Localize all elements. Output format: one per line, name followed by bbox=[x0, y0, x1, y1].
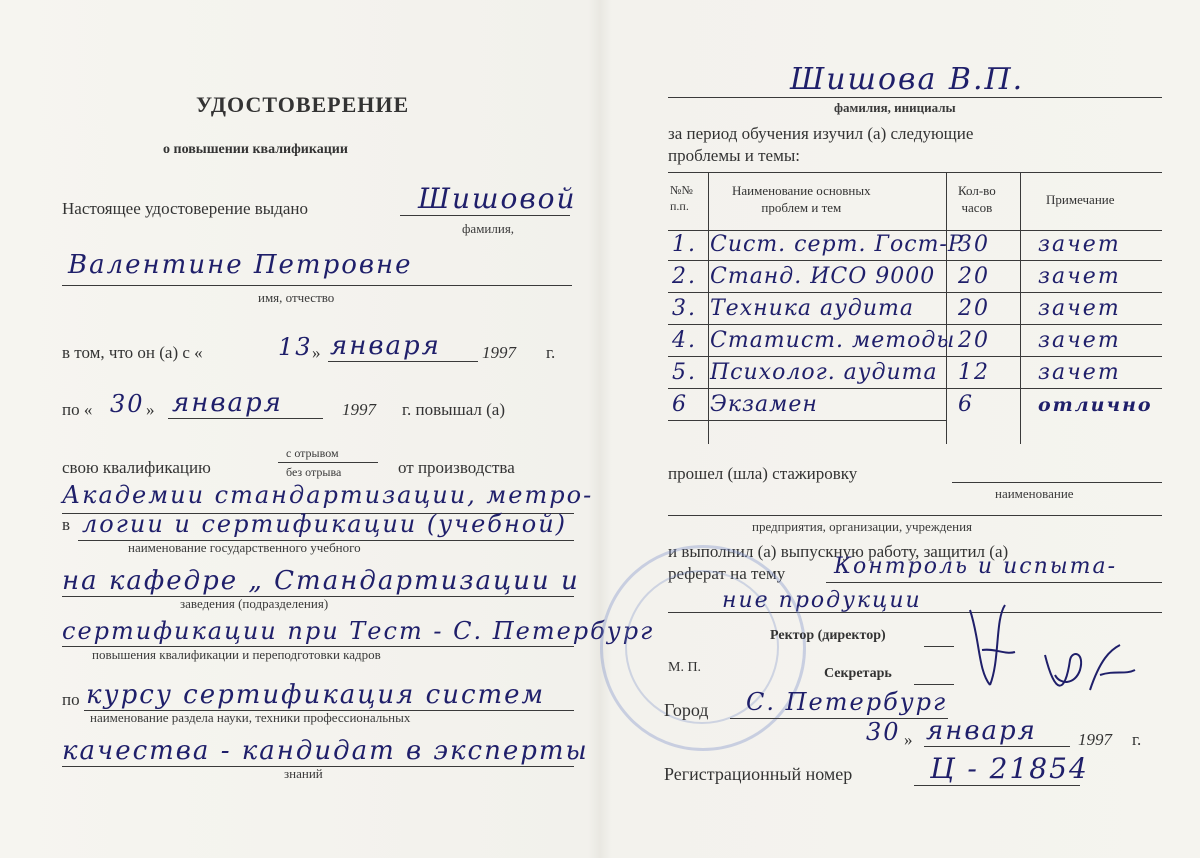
quote-close-2: » bbox=[146, 400, 155, 419]
secretary-line bbox=[914, 684, 954, 685]
registration-line bbox=[914, 785, 1080, 786]
name-line bbox=[62, 285, 572, 286]
from-day-handwritten: 13 bbox=[278, 333, 313, 361]
date-day-handwritten: 30 bbox=[866, 718, 901, 746]
course-prefix: по bbox=[62, 690, 80, 709]
table-row: 5. Психолог. аудита 12 зачет bbox=[668, 360, 1162, 390]
org-caption: предприятия, организации, учреждения bbox=[752, 519, 973, 534]
header-hours: Кол-во часов bbox=[958, 183, 996, 215]
period-line-2: проблемы и темы: bbox=[668, 146, 801, 165]
fraction-bottom: без отрыва bbox=[286, 465, 342, 479]
internship-label: прошел (шла) стажировку bbox=[668, 464, 858, 483]
department-handwritten-2: сертификации при Тест - С. Петербург bbox=[62, 617, 655, 645]
table-row: 2. Станд. ИСО 9000 20 зачет bbox=[668, 264, 1162, 294]
date-quote-close: » bbox=[904, 730, 913, 749]
fraction-bar bbox=[278, 462, 378, 463]
qualification-label: свою квалификацию bbox=[62, 458, 211, 477]
institution-handwritten-1: Академии стандартизации, метро- bbox=[62, 481, 594, 509]
institution-prefix: в bbox=[62, 515, 71, 534]
right-surname-handwritten: Шишова В.П. bbox=[790, 62, 1025, 97]
to-month-handwritten: января bbox=[172, 388, 283, 418]
table-row: 3. Техника аудита 20 зачет bbox=[668, 296, 1162, 326]
raised-label: г. повышал (а) bbox=[402, 400, 505, 419]
internship-caption: наименование bbox=[995, 486, 1074, 501]
name-caption: имя, отчество bbox=[258, 290, 335, 305]
table-row: 4. Статист. методы 20 зачет bbox=[668, 328, 1162, 358]
production-label: от производства bbox=[398, 458, 515, 477]
secretary-signature bbox=[1040, 640, 1140, 700]
name-handwritten: Валентине Петровне bbox=[68, 250, 413, 280]
course-handwritten-2: качества - кандидат в эксперты bbox=[62, 736, 589, 766]
surname-handwritten: Шишовой bbox=[418, 182, 577, 215]
table-row: 6 Экзамен 6 отлично bbox=[668, 392, 1162, 422]
thesis-line-a bbox=[826, 582, 1162, 583]
rector-label: Ректор (директор) bbox=[770, 628, 886, 643]
rector-line bbox=[924, 646, 954, 647]
course-caption-2: знаний bbox=[284, 766, 323, 781]
to-day-handwritten: 30 bbox=[110, 390, 145, 418]
header-name: Наименование основных проблем и тем bbox=[732, 183, 871, 215]
to-month-line bbox=[168, 418, 323, 419]
to-date-label: по « bbox=[62, 400, 93, 419]
surname-line bbox=[400, 215, 570, 216]
institution-caption: наименование государственного учебного bbox=[128, 540, 361, 555]
table-row: 1. Сист. серт. Гост-Р 30 зачет bbox=[668, 232, 1162, 262]
registration-handwritten: Ц - 21854 bbox=[930, 752, 1089, 785]
right-surname-caption: фамилия, инициалы bbox=[834, 100, 956, 115]
from-month-line bbox=[328, 361, 478, 362]
internship-line bbox=[952, 482, 1162, 483]
registration-label: Регистрационный номер bbox=[664, 764, 853, 784]
secretary-label: Секретарь bbox=[824, 666, 892, 681]
city-handwritten: С. Петербург bbox=[746, 688, 948, 716]
thesis-line-1: и выполнил (а) выпускную работу, защитил (а) bbox=[668, 542, 1009, 561]
from-month-handwritten: января bbox=[330, 331, 441, 361]
issued-label: Настоящее удостоверение выдано bbox=[62, 199, 309, 218]
rector-signature bbox=[960, 600, 1030, 690]
department-caption: заведения (подразделения) bbox=[180, 596, 329, 611]
thesis-handwritten-2: ние продукции bbox=[722, 588, 922, 613]
city-label: Город bbox=[664, 700, 709, 720]
institution-handwritten-2: логии и сертификации (учебной) bbox=[82, 510, 568, 538]
course-handwritten-1: курсу сертификация систем bbox=[86, 680, 546, 710]
from-date-label: в том, что он (а) с « bbox=[62, 343, 203, 362]
city-line bbox=[730, 718, 948, 719]
right-surname-line bbox=[668, 97, 1162, 98]
fraction-top: с отрывом bbox=[286, 446, 339, 460]
quote-close-1: » bbox=[312, 343, 321, 362]
period-line-1: за период обучения изучил (а) следующие bbox=[668, 124, 974, 143]
thesis-handwritten-1: Контроль и испыта- bbox=[834, 554, 1118, 579]
from-year-suffix: г. bbox=[546, 343, 556, 362]
topics-table bbox=[668, 172, 1162, 444]
certificate-title: УДОСТОВЕРЕНИЕ bbox=[196, 92, 410, 117]
date-year: 1997 bbox=[1078, 730, 1112, 749]
course-caption: наименование раздела науки, техники профессиональных bbox=[90, 710, 411, 725]
to-year: 1997 bbox=[342, 400, 376, 419]
org-line bbox=[668, 515, 1162, 516]
date-month-handwritten: января bbox=[926, 716, 1037, 746]
from-year: 1997 bbox=[482, 343, 516, 362]
date-month-line bbox=[924, 746, 1070, 747]
header-num: №№ п.п. bbox=[670, 183, 693, 213]
department-handwritten-1: на кафедре „ Стандартизации и bbox=[62, 566, 580, 596]
department-caption-2: повышения квалификации и переподготовки кадров bbox=[92, 647, 381, 662]
certificate-subtitle: о повышении квалификации bbox=[163, 142, 348, 157]
surname-caption: фамилия, bbox=[462, 221, 515, 236]
header-note: Примечание bbox=[1046, 192, 1115, 207]
mp-label: М. П. bbox=[668, 660, 702, 675]
thesis-label: реферат на тему bbox=[668, 564, 786, 583]
date-year-suffix: г. bbox=[1132, 730, 1142, 749]
